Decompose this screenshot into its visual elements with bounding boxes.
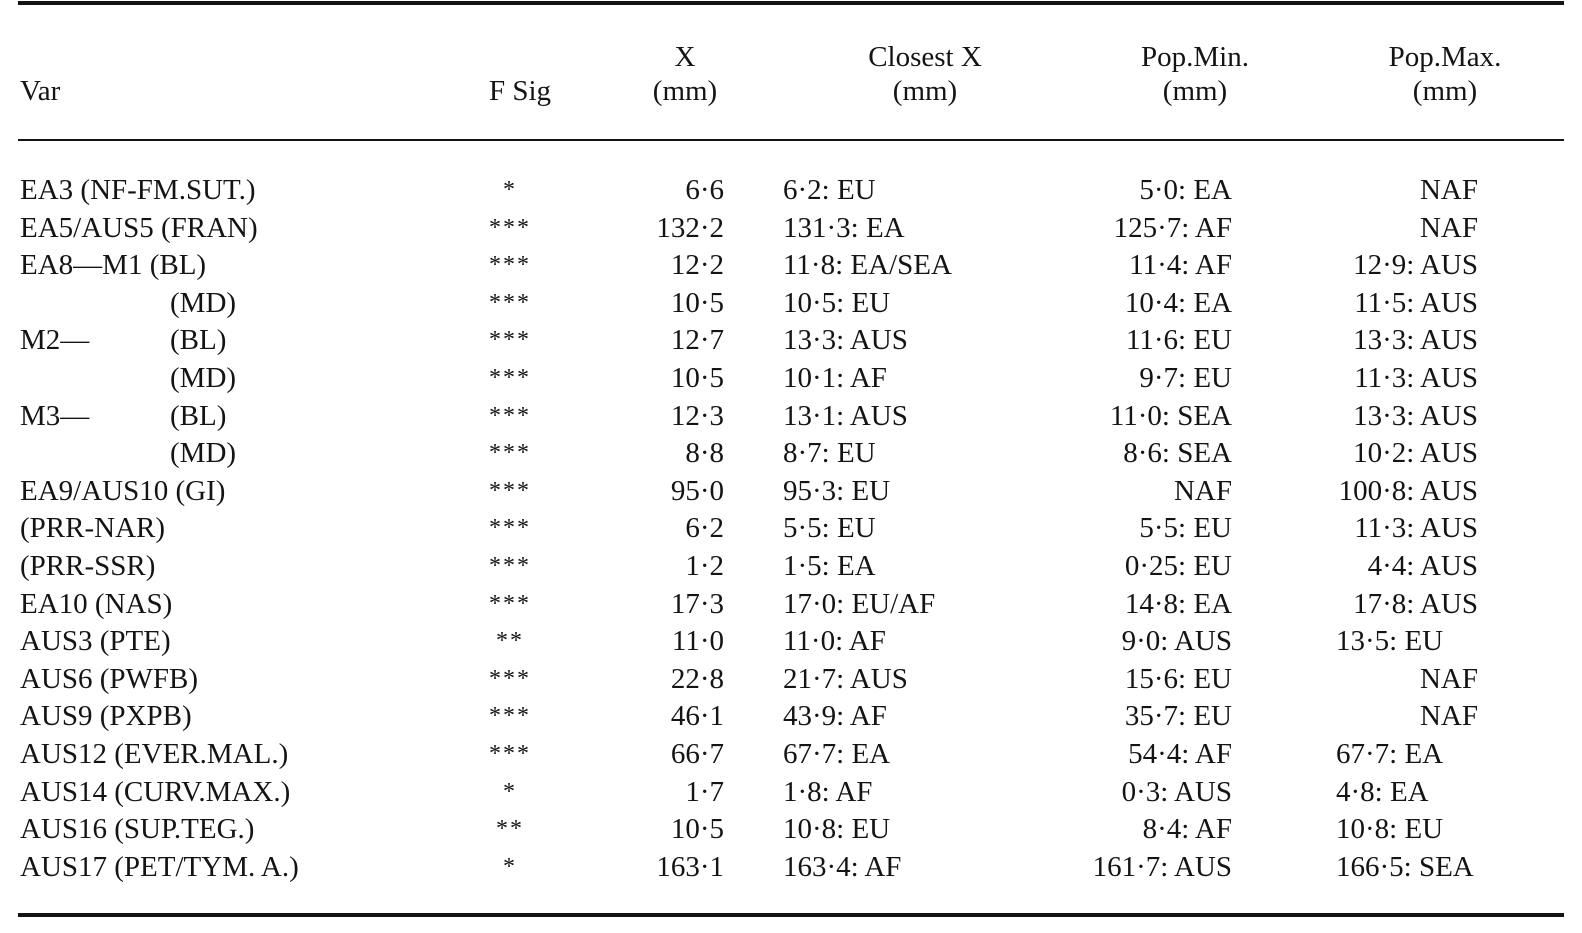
cell-var-qualifier: (BL) (170, 324, 227, 357)
cell-x: 22·8 (670, 662, 724, 695)
cell-x: 66·7 (670, 737, 724, 770)
cell-var-text: AUS12 (EVER.MAL.) (20, 737, 289, 770)
cell-var (20, 811, 254, 849)
cell-var (20, 774, 290, 812)
cell-closest-x: 21·7: AUS (783, 662, 908, 695)
cell-var (20, 586, 172, 624)
cell-closest-x: 11·8: EA/SEA (783, 249, 952, 282)
cell-fsig: * (503, 177, 517, 203)
cell-pop-max: NAF (1419, 174, 1478, 206)
cell-pop-max: NAF (1419, 211, 1478, 244)
cell-var (20, 172, 256, 210)
cell-x: 12·2 (670, 249, 724, 282)
cell-var (20, 210, 258, 248)
table-top-rule (18, 1, 1564, 5)
cell-var (20, 698, 192, 736)
cell-var-text: EA5/AUS5 (FRAN) (20, 211, 258, 244)
cell-var-qualifier: (MD) (170, 437, 237, 470)
cell-var-subgroup: M2— (20, 324, 90, 357)
cell-closest-x: 10·1: AF (783, 361, 887, 394)
cell-pop-max: 10·8: EU (1336, 813, 1444, 846)
cell-fsig: *** (489, 477, 531, 504)
cell-closest-x: 13·3: AUS (783, 324, 908, 357)
cell-pop-min: 11·4: AF (1129, 249, 1232, 282)
cell-fsig: *** (489, 440, 531, 467)
cell-x: 10·5 (670, 286, 724, 319)
cell-fsig: *** (489, 703, 531, 730)
cell-var (20, 548, 155, 586)
cell-pop-max: 11·3: AUS (1354, 512, 1478, 545)
column-header-pop-min-line2: (mm) (1162, 75, 1228, 107)
cell-pop-min: 161·7: AUS (1092, 850, 1232, 883)
cell-pop-min: 5·0: EA (1139, 174, 1232, 206)
cell-closest-x: 10·8: EU (783, 813, 891, 846)
column-header-fsig (480, 74, 560, 108)
cell-pop-max: 4·4: AUS (1367, 549, 1478, 582)
cell-closest-x: 1·5: EA (783, 549, 876, 582)
cell-fsig: *** (489, 590, 531, 617)
cell-fsig: ** (496, 628, 524, 655)
cell-x: 46·1 (670, 700, 724, 733)
cell-var-qualifier: (MD) (170, 286, 237, 319)
cell-pop-min: 15·6: EU (1124, 662, 1232, 695)
cell-closest-x: 163·4: AF (783, 850, 902, 883)
column-header-x-line2: (mm) (652, 75, 718, 107)
table-row (0, 661, 1582, 699)
cell-pop-max: 100·8: AUS (1338, 474, 1478, 507)
cell-closest-x: 1·8: AF (783, 775, 873, 808)
cell-x: 11·0 (671, 625, 724, 658)
table-row (0, 247, 1582, 285)
cell-fsig: * (503, 778, 517, 805)
cell-fsig: *** (489, 740, 531, 767)
cell-var-text: AUS16 (SUP.TEG.) (20, 813, 255, 846)
cell-var-text: (PRR-SSR) (20, 549, 156, 582)
cell-var-qualifier: (MD) (170, 361, 237, 394)
cell-pop-min: 54·4: AF (1128, 737, 1232, 770)
column-header-pop-max (1350, 40, 1540, 108)
cell-pop-min: 11·6: EU (1125, 324, 1232, 357)
cell-var-text: EA10 (NAS) (20, 587, 173, 620)
cell-pop-min: 0·3: AUS (1121, 775, 1232, 808)
cell-var-text: AUS14 (CURV.MAX.) (20, 775, 291, 808)
cell-var (20, 473, 225, 511)
cell-var-text: AUS17 (PET/TYM. A.) (20, 850, 299, 883)
table-row (0, 322, 1582, 360)
cell-closest-x: 13·1: AUS (783, 399, 908, 432)
cell-closest-x: 6·2: EU (783, 174, 876, 206)
cell-pop-min: 9·0: AUS (1121, 625, 1232, 658)
cell-fsig: *** (489, 364, 531, 391)
cell-closest-x: 95·3: EU (783, 474, 891, 507)
table-row (0, 210, 1582, 248)
cell-pop-max: 11·5: AUS (1354, 286, 1478, 319)
column-header-pop-min (1110, 40, 1280, 108)
table-row (0, 849, 1582, 887)
cell-pop-min: 8·4: AF (1142, 813, 1232, 846)
cell-closest-x: 67·7: EA (783, 737, 891, 770)
cell-pop-max: 10·2: AUS (1353, 437, 1478, 470)
column-header-pop-max-line2: (mm) (1412, 75, 1478, 107)
cell-x: 10·5 (670, 361, 724, 394)
cell-pop-min: 8·6: SEA (1123, 437, 1232, 470)
cell-var (20, 661, 198, 699)
cell-x: 6·6 (685, 174, 724, 206)
cell-fsig: * (503, 853, 517, 880)
cell-var-text: EA9/AUS10 (GI) (20, 474, 226, 507)
cell-pop-max: 166·5: SEA (1336, 850, 1474, 883)
cell-closest-x: 11·0: AF (783, 625, 886, 658)
cell-fsig: *** (489, 327, 531, 354)
cell-x: 1·2 (685, 549, 724, 582)
column-header-pop-min-line1: Pop.Min. (1141, 41, 1249, 73)
cell-var-text: AUS9 (PXPB) (20, 700, 192, 733)
cell-closest-x: 43·9: AF (783, 700, 887, 733)
cell-pop-max: 67·7: EA (1336, 737, 1444, 770)
cell-closest-x: 17·0: EU/AF (783, 587, 936, 620)
table-row (0, 510, 1582, 548)
table-row (0, 285, 1582, 323)
column-header-closest-x (840, 40, 1010, 108)
column-header-var-label: Var (20, 75, 61, 107)
cell-var (20, 510, 165, 548)
cell-fsig: *** (489, 252, 531, 279)
cell-fsig: *** (489, 289, 531, 316)
column-header-pop-max-line1: Pop.Max. (1388, 41, 1502, 73)
table-row (0, 398, 1582, 436)
table-row (0, 548, 1582, 586)
cell-pop-min: 10·4: EA (1124, 286, 1232, 319)
column-header-x-line1: X (674, 41, 696, 73)
table-row (0, 623, 1582, 661)
column-header-var (20, 74, 60, 108)
cell-x: 132·2 (656, 211, 724, 244)
column-header-closest-x-line2: (mm) (892, 75, 958, 107)
cell-pop-min: 14·8: EA (1124, 587, 1232, 620)
cell-pop-max: 4·8: EA (1336, 775, 1429, 808)
cell-fsig: *** (489, 402, 531, 429)
cell-pop-max: NAF (1419, 700, 1478, 733)
cell-pop-min: 5·5: EU (1139, 512, 1232, 545)
cell-x: 163·1 (656, 850, 724, 883)
table-row (0, 360, 1582, 398)
cell-pop-min: 125·7: AF (1113, 211, 1232, 244)
cell-var (20, 736, 288, 774)
cell-var-text: AUS6 (PWFB) (20, 662, 199, 695)
cell-var-text: AUS3 (PTE) (20, 625, 171, 658)
table-row (0, 698, 1582, 736)
cell-var-qualifier: (BL) (170, 399, 227, 432)
cell-pop-max: NAF (1419, 662, 1478, 695)
table-row (0, 774, 1582, 812)
cell-pop-max: 11·3: AUS (1354, 361, 1478, 394)
cell-var-text: EA3 (NF-FM.SUT.) (20, 174, 256, 206)
cell-x: 17·3 (670, 587, 724, 620)
table-row (0, 586, 1582, 624)
cell-fsig: *** (489, 214, 531, 241)
cell-pop-max: 12·9: AUS (1353, 249, 1478, 282)
cell-x: 6·2 (685, 512, 724, 545)
column-header-fsig-label: F Sig (488, 75, 552, 107)
cell-closest-x: 131·3: EA (783, 211, 905, 244)
cell-pop-min: NAF (1173, 474, 1232, 507)
cell-pop-max: 17·8: AUS (1353, 587, 1478, 620)
cell-closest-x: 10·5: EU (783, 286, 891, 319)
cell-pop-max: 13·3: AUS (1353, 324, 1478, 357)
cell-var (20, 849, 299, 887)
cell-fsig: *** (489, 515, 531, 542)
cell-pop-min: 11·0: SEA (1109, 399, 1232, 432)
table-bottom-rule (18, 913, 1564, 917)
cell-pop-min: 9·7: EU (1139, 361, 1232, 394)
table-body (0, 172, 1582, 886)
cell-x: 12·3 (670, 399, 724, 432)
table-row (0, 172, 1582, 210)
table-row (0, 736, 1582, 774)
cell-var (20, 247, 206, 285)
cell-closest-x: 5·5: EU (783, 512, 876, 545)
table-row (0, 811, 1582, 849)
cell-fsig: ** (496, 816, 524, 843)
cell-var-text: (PRR-NAR) (20, 512, 166, 545)
cell-x: 10·5 (670, 813, 724, 846)
cell-var-text: EA8—M1 (BL) (20, 249, 207, 282)
cell-pop-min: 35·7: EU (1124, 700, 1232, 733)
cell-pop-max: 13·5: EU (1336, 625, 1444, 658)
cell-x: 95·0 (670, 474, 724, 507)
cell-closest-x: 8·7: EU (783, 437, 876, 470)
cell-x: 12·7 (670, 324, 724, 357)
cell-var (20, 623, 171, 661)
cell-var-subgroup: M3— (20, 399, 90, 432)
cell-fsig: *** (489, 665, 531, 692)
cell-x: 1·7 (685, 775, 724, 808)
cell-pop-max: 13·3: AUS (1353, 399, 1478, 432)
table-row (0, 435, 1582, 473)
table-header-rule (18, 139, 1564, 141)
cell-fsig: *** (489, 552, 531, 579)
column-header-closest-x-line1: Closest X (868, 41, 982, 73)
cell-x: 8·8 (685, 437, 724, 470)
column-header-x (625, 40, 745, 108)
cell-pop-min: 0·25: EU (1124, 549, 1232, 582)
table-row (0, 473, 1582, 511)
